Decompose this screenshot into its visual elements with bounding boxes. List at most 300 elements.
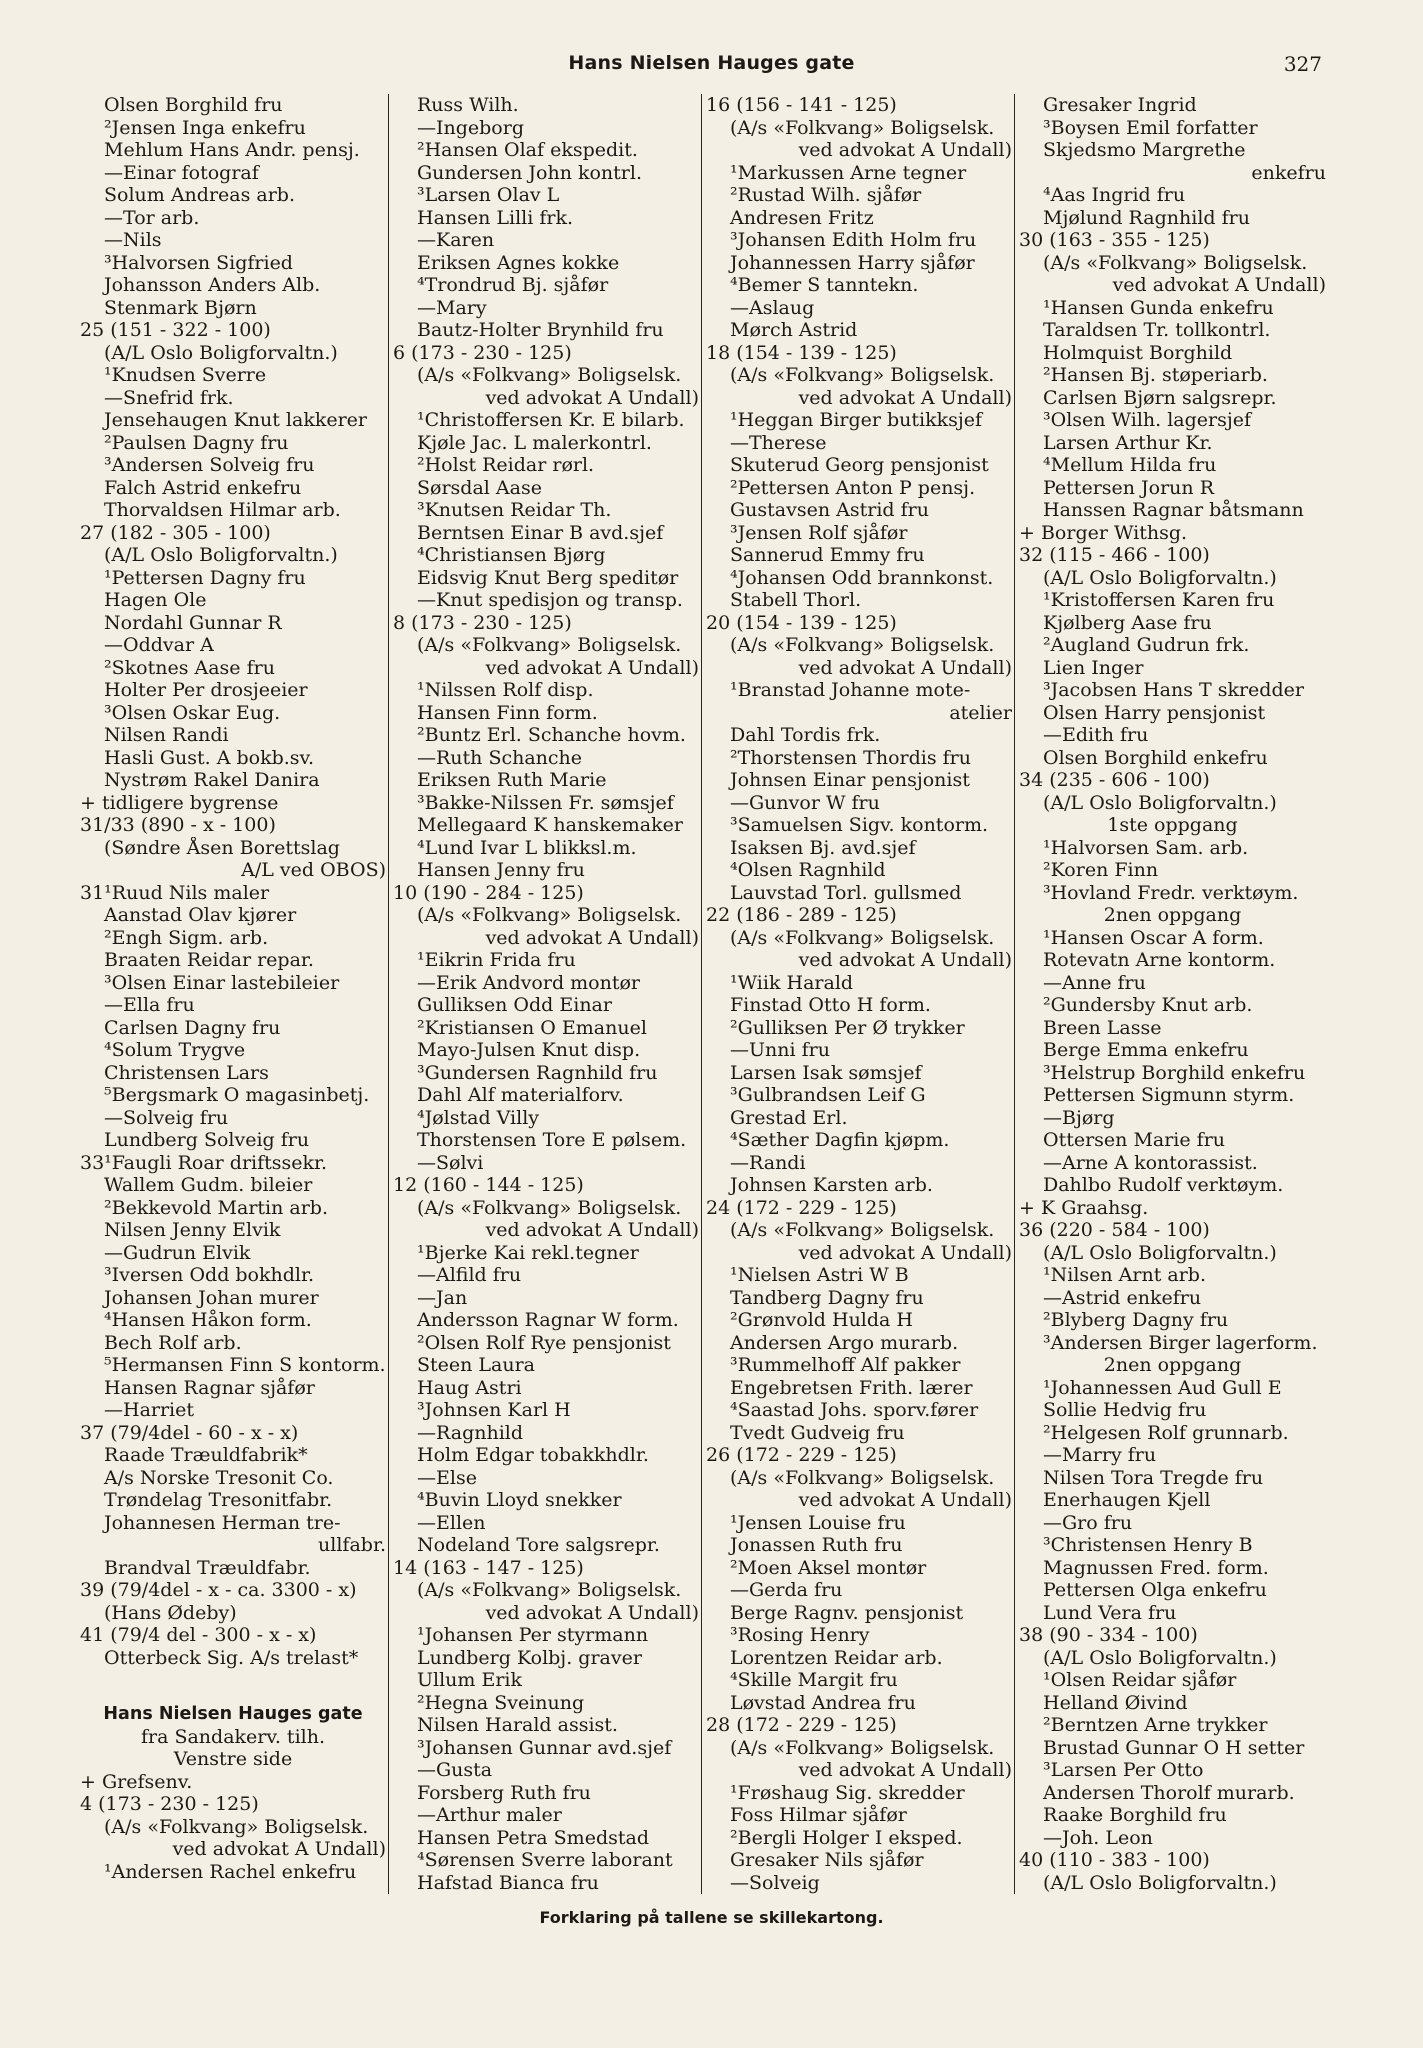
directory-entry: Pettersen Olga enkefru — [1043, 1579, 1267, 1601]
directory-entry: Lien Inger — [1043, 656, 1144, 679]
directory-entry: —Edith fru — [1043, 724, 1149, 746]
directory-entry: Raade Træuldfabrik* — [104, 1444, 308, 1466]
directory-entry: 41 (79/4 del - 300 - x - x) — [80, 1624, 317, 1646]
directory-entry: Enerhaugen Kjell — [1043, 1489, 1211, 1511]
directory-entry: (A/L Oslo Boligforvaltn.) — [1043, 566, 1277, 589]
directory-entry: ved advokat A Undall) — [798, 1241, 1012, 1264]
directory-entry: ¹Eikrin Frida fru — [417, 949, 576, 971]
directory-entry: Hanssen Ragnar båtsmann — [1043, 499, 1304, 521]
directory-entry: 1ste oppgang — [1107, 814, 1238, 836]
directory-entry: + Borger Withsg. — [1019, 521, 1188, 544]
street-heading: Hans Nielsen Hauges gate — [568, 52, 855, 74]
directory-entry: Løvstad Andrea fru — [730, 1691, 916, 1714]
directory-entry: ³Andersen Solveig fru — [104, 454, 315, 476]
directory-entry: —Mary — [417, 296, 487, 319]
directory-entry: Bech Rolf arb. — [104, 1331, 242, 1354]
directory-columns — [80, 94, 1326, 1894]
directory-entry: Andersson Ragnar W form. — [417, 1309, 679, 1331]
directory-entry: Steen Laura — [417, 1354, 536, 1376]
directory-entry: —Einar fotograf — [104, 161, 259, 184]
directory-entry: Tandberg Dagny fru — [730, 1286, 924, 1309]
directory-entry: Dahl Alf materialforv. — [417, 1084, 624, 1106]
directory-entry: 38 (90 - 334 - 100) — [1019, 1624, 1198, 1646]
directory-entry: ved advokat A Undall) — [798, 1759, 1012, 1781]
directory-entry: (A/s «Folkvang» Boligselsk. — [730, 1736, 995, 1759]
directory-entry: —Harriet — [104, 1399, 195, 1421]
directory-entry: (A/s «Folkvang» Boligselsk. — [417, 1579, 682, 1601]
directory-entry: ²Skotnes Aase fru — [104, 656, 275, 679]
directory-entry: Gundersen John kontrl. — [417, 161, 643, 184]
directory-entry: 31¹Ruud Nils maler — [80, 881, 270, 904]
directory-entry: Kjølberg Aase fru — [1043, 611, 1212, 634]
directory-entry: Nodeland Tore salgsrepr. — [417, 1534, 660, 1556]
directory-entry: ved advokat A Undall) — [485, 1219, 699, 1241]
directory-entry: —Alfild fru — [417, 1264, 522, 1286]
directory-entry: Stabell Thorl. — [730, 589, 862, 611]
directory-entry: Holmquist Borghild — [1043, 341, 1233, 364]
directory-entry: ²Bekkevold Martin arb. — [104, 1196, 329, 1219]
directory-entry: —Arne A kontorassist. — [1043, 1151, 1258, 1174]
directory-entry: Eriksen Agnes kokke — [417, 251, 620, 274]
directory-entry: —Erik Andvord montør — [417, 971, 641, 994]
directory-entry: (A/L Oslo Boligforvaltn.) — [1043, 791, 1277, 814]
directory-entry: ⁴Buvin Lloyd snekker — [417, 1489, 622, 1511]
directory-entry: Lundberg Kolbj. graver — [417, 1646, 642, 1669]
column-2 — [393, 94, 699, 1894]
directory-entry: Aanstad Olav kjører — [104, 904, 297, 926]
directory-entry: ⁴Trondrud Bj. sjåfør — [417, 274, 609, 296]
directory-entry: ¹Kristoffersen Karen fru — [1043, 589, 1275, 611]
directory-entry: Mellegaard K hanskemaker — [417, 814, 683, 836]
directory-entry: 26 (172 - 229 - 125) — [706, 1444, 897, 1466]
directory-entry: ²Bergli Holger I eksped. — [730, 1826, 963, 1849]
directory-entry: Sannerud Emmy fru — [730, 544, 925, 566]
directory-entry: ¹Hansen Oscar A form. — [1043, 926, 1264, 949]
directory-entry: Larsen Isak sømsjef — [730, 1061, 922, 1084]
directory-entry: ⁵Hermansen Finn S kontorm. — [104, 1354, 386, 1376]
directory-entry: Johansen Johan murer — [104, 1286, 319, 1309]
directory-entry: ved advokat A Undall) — [485, 926, 699, 949]
directory-entry: Wallem Gudm. bileier — [104, 1174, 313, 1196]
directory-entry: ²Kristiansen O Emanuel — [417, 1016, 647, 1039]
directory-entry: 4 (173 - 230 - 125) — [80, 1793, 259, 1815]
directory-entry: ²Pettersen Anton P pensj. — [730, 476, 976, 499]
directory-entry: —Sølvi — [417, 1151, 484, 1174]
directory-entry: ¹Hansen Gunda enkefru — [1043, 296, 1274, 319]
directory-entry: Holter Per drosjeeier — [104, 679, 308, 701]
directory-entry: ³Gundersen Ragnhild fru — [417, 1061, 658, 1084]
directory-entry: Eriksen Ruth Marie — [417, 769, 607, 791]
directory-entry: —Joh. Leon — [1043, 1826, 1153, 1849]
directory-entry: ved advokat A Undall) — [485, 386, 699, 409]
directory-entry: 25 (151 - 322 - 100) — [80, 319, 271, 341]
directory-entry: ³Samuelsen Sigv. kontorm. — [730, 814, 989, 836]
directory-entry: Johnsen Einar pensjonist — [730, 769, 970, 791]
directory-entry: ²Engh Sigm. arb. — [104, 926, 269, 949]
directory-entry: ⁴Jølstad Villy — [417, 1106, 540, 1129]
directory-entry: Haug Astri — [417, 1376, 522, 1399]
directory-entry: 30 (163 - 355 - 125) — [1019, 229, 1210, 251]
directory-entry: ²Hansen Bj. støperiarb. — [1043, 364, 1268, 386]
directory-entry: Brustad Gunnar O H setter — [1043, 1736, 1305, 1759]
directory-entry: ⁴Skille Margit fru — [730, 1669, 898, 1691]
directory-entry: (A/s «Folkvang» Boligselsk. — [417, 634, 682, 656]
directory-entry: 10 (190 - 284 - 125) — [393, 881, 584, 904]
directory-entry: Helland Øivind — [1043, 1691, 1188, 1714]
directory-entry: —Nils — [104, 229, 162, 251]
directory-entry: ³Knutsen Reidar Th. — [417, 499, 612, 521]
directory-entry: Solum Andreas arb. — [104, 184, 296, 206]
directory-entry: Hansen Ragnar sjåfør — [104, 1376, 315, 1399]
directory-entry: ³Jacobsen Hans T skredder — [1043, 679, 1304, 701]
directory-entry: Lorentzen Reidar arb. — [730, 1646, 943, 1669]
directory-entry: Tvedt Gudveig fru — [730, 1421, 905, 1444]
directory-entry: Nordahl Gunnar R — [104, 611, 282, 634]
directory-entry: 20 (154 - 139 - 125) — [706, 611, 897, 634]
directory-entry: ved advokat A Undall) — [485, 1601, 699, 1624]
directory-entry: + tidligere bygrense — [80, 791, 279, 814]
directory-entry: 36 (220 - 584 - 100) — [1019, 1219, 1210, 1241]
directory-entry: Gresaker Ingrid — [1043, 94, 1197, 116]
directory-entry: 33¹Faugli Roar driftssekr. — [80, 1151, 328, 1174]
directory-entry: ³Boysen Emil forfatter — [1043, 116, 1258, 139]
directory-entry: ³Bakke-Nilssen Fr. sømsjef — [417, 791, 674, 814]
directory-entry: ²Thorstensen Thordis fru — [730, 746, 971, 769]
directory-entry: Magnussen Fred. form. — [1043, 1556, 1269, 1579]
directory-entry: Olsen Borghild fru — [104, 94, 283, 116]
directory-entry: Forsberg Ruth fru — [417, 1781, 591, 1804]
directory-entry: Skuterud Georg pensjonist — [730, 454, 989, 476]
directory-entry: (A/s «Folkvang» Boligselsk. — [417, 904, 682, 926]
directory-entry: Falch Astrid enkefru — [104, 476, 302, 499]
directory-entry: (A/s «Folkvang» Boligselsk. — [417, 1196, 682, 1219]
directory-entry: —Marry fru — [1043, 1444, 1157, 1466]
directory-entry: —Gerda fru — [730, 1579, 843, 1601]
directory-entry: Isaksen Bj. avd.sjef — [730, 836, 916, 859]
directory-entry: ³Christensen Henry B — [1043, 1534, 1253, 1556]
directory-entry: —Ruth Schanche — [417, 746, 583, 769]
directory-entry: ²Gundersby Knut arb. — [1043, 994, 1253, 1016]
directory-entry: ¹Andersen Rachel enkefru — [104, 1860, 357, 1883]
directory-entry: ¹Frøshaug Sig. skredder — [730, 1781, 965, 1804]
directory-entry: Russ Wilh. — [417, 94, 519, 116]
directory-entry: ²Grønvold Hulda H — [730, 1309, 913, 1331]
directory-entry: Hafstad Bianca fru — [417, 1871, 599, 1894]
page-number: 327 — [1283, 52, 1322, 76]
directory-entry: ³Olsen Wilh. lagersjef — [1043, 409, 1252, 431]
directory-entry: Finstad Otto H form. — [730, 994, 931, 1016]
directory-entry: ¹Halvorsen Sam. arb. — [1043, 836, 1249, 859]
directory-entry: ³Johansen Edith Holm fru — [730, 229, 977, 251]
directory-entry: ⁴Hansen Håkon form. — [104, 1309, 312, 1331]
directory-entry: ¹Christoffersen Kr. E bilarb. — [417, 409, 685, 431]
directory-entry: ³Olsen Einar lastebileier — [104, 971, 340, 994]
directory-entry: (A/s «Folkvang» Boligselsk. — [730, 1219, 995, 1241]
directory-entry: Carlsen Dagny fru — [104, 1016, 281, 1039]
directory-entry: Mørch Astrid — [730, 319, 858, 341]
directory-entry: ³Gulbrandsen Leif G — [730, 1084, 926, 1106]
directory-entry: Nilsen Harald assist. — [417, 1714, 618, 1736]
directory-entry: Johnsen Karsten arb. — [730, 1174, 933, 1196]
directory-entry: ²Paulsen Dagny fru — [104, 431, 289, 454]
directory-entry: ¹Markussen Arne tegner — [730, 161, 967, 184]
directory-entry: ³Rosing Henry — [730, 1624, 870, 1646]
directory-entry: —Tor arb. — [104, 206, 200, 229]
directory-entry: ³Olsen Oskar Eug. — [104, 701, 281, 724]
directory-entry: Berntsen Einar B avd.sjef — [417, 521, 664, 544]
directory-entry: Venstre side — [173, 1748, 293, 1770]
directory-entry: Mehlum Hans Andr. pensj. — [104, 139, 360, 161]
directory-entry: (Hans Ødeby) — [104, 1601, 237, 1624]
directory-entry: Lund Vera fru — [1043, 1601, 1177, 1624]
directory-entry: 40 (110 - 383 - 100) — [1019, 1849, 1210, 1871]
directory-entry: (A/s «Folkvang» Boligselsk. — [1043, 251, 1308, 274]
directory-entry: (A/s «Folkvang» Boligselsk. — [104, 1815, 369, 1838]
directory-entry: Johansson Anders Alb. — [104, 274, 321, 296]
directory-entry: —Else — [417, 1466, 477, 1489]
directory-entry: 2nen oppgang — [1103, 904, 1242, 926]
directory-entry: ³Johnsen Karl H — [417, 1399, 571, 1421]
directory-entry: 39 (79/4del - x - ca. 3300 - x) — [80, 1579, 357, 1601]
directory-entry: + K Graahsg. — [1019, 1196, 1149, 1219]
directory-entry: Andresen Fritz — [730, 206, 874, 229]
spacer — [80, 1669, 386, 1703]
directory-entry: Jonassen Ruth fru — [730, 1534, 903, 1556]
directory-entry: 16 (156 - 141 - 125) — [706, 94, 897, 116]
directory-entry: ¹Branstad Johanne mote- — [730, 679, 971, 701]
directory-entry: ³Helstrup Borghild enkefru — [1043, 1061, 1306, 1084]
directory-entry: ¹Olsen Reidar sjåfør — [1043, 1669, 1237, 1691]
directory-entry: Engebretsen Frith. lærer — [730, 1376, 973, 1399]
directory-entry: —Jan — [417, 1286, 468, 1309]
directory-entry: ²Hegna Sveinung — [417, 1691, 585, 1714]
directory-entry: Hasli Gust. A bokb.sv. — [104, 746, 315, 769]
directory-entry: ⁴Lund Ivar L blikksl.m. — [417, 836, 637, 859]
directory-entry: Ottersen Marie fru — [1043, 1129, 1226, 1151]
directory-entry: ⁴Christiansen Bjørg — [417, 544, 606, 566]
directory-entry: Berge Ragnv. pensjonist — [730, 1601, 964, 1624]
directory-entry: ⁴Mellum Hilda fru — [1043, 454, 1217, 476]
directory-entry: (A/s «Folkvang» Boligselsk. — [730, 1466, 995, 1489]
directory-entry: ¹Johansen Per styrmann — [417, 1624, 649, 1646]
directory-entry: Christensen Lars — [104, 1061, 269, 1084]
directory-entry: ved advokat A Undall) — [1112, 274, 1326, 296]
directory-entry: + Grefsenv. — [80, 1770, 193, 1793]
directory-entry: ved advokat A Undall) — [798, 949, 1012, 971]
directory-entry: —Ellen — [417, 1511, 486, 1534]
directory-entry: Mjølund Ragnhild fru — [1043, 206, 1250, 229]
directory-entry: ¹Bjerke Kai rekl.tegner — [417, 1241, 639, 1264]
directory-entry: Foss Hilmar sjåfør — [730, 1804, 907, 1826]
directory-entry: ²Jensen Inga enkefru — [104, 116, 306, 139]
directory-entry: —Knut spedisjon og transp. — [417, 589, 683, 611]
directory-entry: Nilsen Jenny Elvik — [104, 1219, 281, 1241]
directory-entry: 32 (115 - 466 - 100) — [1019, 544, 1210, 566]
directory-entry: ⁴Olsen Ragnhild — [730, 859, 886, 881]
directory-entry: Hagen Ole — [104, 589, 207, 611]
directory-entry: enkefru — [1251, 161, 1326, 184]
directory-entry: ²Buntz Erl. Schanche hovm. — [417, 724, 686, 746]
directory-entry: ¹Wiik Harald — [730, 971, 854, 994]
directory-entry: ⁴Johansen Odd brannkonst. — [730, 566, 994, 589]
directory-entry: ⁴Bemer S tanntekn. — [730, 274, 919, 296]
directory-entry: Berge Emma enkefru — [1043, 1039, 1249, 1061]
directory-entry: 12 (160 - 144 - 125) — [393, 1174, 584, 1196]
directory-entry: Raake Borghild fru — [1043, 1804, 1227, 1826]
directory-entry: Hansen Lilli frk. — [417, 206, 574, 229]
directory-entry: 27 (182 - 305 - 100) — [80, 521, 271, 544]
directory-entry: Holm Edgar tobakkhdlr. — [417, 1444, 649, 1466]
directory-entry: Hansen Jenny fru — [417, 859, 585, 881]
directory-entry: Andersen Argo murarb. — [730, 1331, 959, 1354]
directory-entry: (A/s «Folkvang» Boligselsk. — [417, 364, 682, 386]
directory-entry: Gulliksen Odd Einar — [417, 994, 612, 1016]
directory-entry: Olsen Harry pensjonist — [1043, 701, 1266, 724]
directory-entry: ¹Johannessen Aud Gull E — [1043, 1376, 1282, 1399]
directory-entry: ³Larsen Per Otto — [1043, 1759, 1204, 1781]
directory-entry: ved advokat A Undall) — [798, 656, 1012, 679]
directory-entry: Jensehaugen Knut lakkerer — [104, 409, 368, 431]
directory-entry: 6 (173 - 230 - 125) — [393, 341, 572, 364]
directory-entry: ved advokat A Undall) — [485, 656, 699, 679]
directory-entry: ²Koren Finn — [1043, 859, 1159, 881]
column-1 — [80, 94, 386, 1894]
directory-entry: Dahl Tordis frk. — [730, 724, 881, 746]
directory-entry: —Aslaug — [730, 296, 815, 319]
directory-entry: ullfabr. — [318, 1534, 386, 1556]
directory-entry: (A/s «Folkvang» Boligselsk. — [730, 926, 995, 949]
directory-entry: Taraldsen Tr. tollkontrl. — [1043, 319, 1271, 341]
directory-entry: Nystrøm Rakel Danira — [104, 769, 320, 791]
directory-entry: ³Hovland Fredr. verktøym. — [1043, 881, 1299, 904]
directory-entry: Gustavsen Astrid fru — [730, 499, 929, 521]
directory-entry: —Unni fru — [730, 1039, 830, 1061]
directory-entry: Trøndelag Tresonitfabr. — [104, 1489, 333, 1511]
directory-entry: 18 (154 - 139 - 125) — [706, 341, 897, 364]
directory-entry: (Søndre Åsen Borettslag — [104, 836, 340, 859]
directory-entry: Skjedsmo Margrethe — [1043, 139, 1246, 161]
directory-entry: ²Holst Reidar rørl. — [417, 454, 595, 476]
directory-entry: Thorstensen Tore E pølsem. — [417, 1129, 687, 1151]
directory-entry: Mayo-Julsen Knut disp. — [417, 1039, 641, 1061]
directory-entry: Sørsdal Aase — [417, 476, 542, 499]
directory-entry: ²Hansen Olaf ekspedit. — [417, 139, 638, 161]
directory-entry: 22 (186 - 289 - 125) — [706, 904, 897, 926]
directory-entry: —Ella fru — [104, 994, 195, 1016]
directory-entry: (A/s «Folkvang» Boligselsk. — [730, 364, 995, 386]
directory-entry: —Astrid enkefru — [1043, 1286, 1202, 1309]
directory-entry: Hansen Petra Smedstad — [417, 1826, 649, 1849]
directory-entry: Sollie Hedvig fru — [1043, 1399, 1207, 1421]
directory-entry: (A/s «Folkvang» Boligselsk. — [730, 634, 995, 656]
footer-note: Forklaring på tallene se skillekartong. — [539, 1908, 884, 1927]
directory-entry: Thorvaldsen Hilmar arb. — [104, 499, 341, 521]
directory-entry: ¹Nielsen Astri W B — [730, 1264, 909, 1286]
directory-entry: Pettersen Jorun R — [1043, 476, 1214, 499]
directory-entry: ³Johansen Gunnar avd.sjef — [417, 1736, 672, 1759]
directory-entry: —Snefrid frk. — [104, 386, 234, 409]
directory-entry: 2nen oppgang — [1103, 1354, 1242, 1376]
directory-entry: 31/33 (890 - x - 100) — [80, 814, 276, 836]
column-4 — [1019, 94, 1326, 1894]
directory-entry: Brandval Træuldfabr. — [104, 1556, 311, 1579]
directory-entry: Dahlbo Rudolf verktøym. — [1043, 1174, 1284, 1196]
directory-entry: —Solveig — [730, 1871, 820, 1894]
directory-entry: Johannesen Herman tre- — [104, 1511, 341, 1534]
directory-entry: ²Berntzen Arne trykker — [1043, 1714, 1268, 1736]
directory-entry: 37 (79/4del - 60 - x - x) — [80, 1421, 299, 1444]
directory-entry: —Karen — [417, 229, 495, 251]
directory-entry: —Gunvor W fru — [730, 791, 880, 814]
directory-entry: ³Iversen Odd bokhdlr. — [104, 1264, 315, 1286]
directory-entry: Larsen Arthur Kr. — [1043, 431, 1213, 454]
directory-entry: ⁴Solum Trygve — [104, 1039, 246, 1061]
directory-entry: ved advokat A Undall) — [798, 1489, 1012, 1511]
directory-entry: —Gusta — [417, 1759, 493, 1781]
directory-entry: Nilsen Tora Tregde fru — [1043, 1466, 1264, 1489]
directory-entry: (A/L Oslo Boligforvaltn.) — [1043, 1646, 1277, 1669]
directory-entry: Ullum Erik — [417, 1669, 523, 1691]
directory-entry: ved advokat A Undall) — [172, 1838, 386, 1860]
directory-entry: —Bjørg — [1043, 1106, 1115, 1129]
directory-entry: ¹Jensen Louise fru — [730, 1511, 906, 1534]
directory-entry: ³Halvorsen Sigfried — [104, 251, 293, 274]
directory-entry: —Therese — [730, 431, 827, 454]
directory-entry: ²Moen Aksel montør — [730, 1556, 927, 1579]
directory-entry: 8 (173 - 230 - 125) — [393, 611, 572, 634]
directory-entry: —Gro fru — [1043, 1511, 1133, 1534]
directory-entry: (A/L Oslo Boligforvaltn.) — [104, 341, 338, 364]
directory-entry: ¹Pettersen Dagny fru — [104, 566, 306, 589]
directory-entry: ³Larsen Olav L — [417, 184, 560, 206]
page-header — [0, 52, 1423, 88]
directory-entry: Andersen Thorolf murarb. — [1043, 1781, 1295, 1804]
directory-entry: 28 (172 - 229 - 125) — [706, 1714, 897, 1736]
directory-entry: 14 (163 - 147 - 125) — [393, 1556, 584, 1579]
directory-entry: Olsen Borghild enkefru — [1043, 746, 1268, 769]
column-3 — [706, 94, 1012, 1894]
directory-entry: —Oddvar A — [104, 634, 214, 656]
directory-entry: ¹Knudsen Sverre — [104, 364, 267, 386]
directory-entry: (A/L Oslo Boligforvaltn.) — [1043, 1241, 1277, 1264]
directory-entry: Hansen Finn form. — [417, 701, 598, 724]
directory-entry: —Ragnhild — [417, 1421, 524, 1444]
directory-entry: Lundberg Solveig fru — [104, 1129, 310, 1151]
directory-entry: Johannessen Harry sjåfør — [730, 251, 975, 274]
directory-entry: A/L ved OBOS) — [241, 859, 386, 881]
directory-entry: Gresaker Nils sjåfør — [730, 1849, 924, 1871]
directory-entry: Nilsen Randi — [104, 724, 229, 746]
directory-entry: ⁴Saastad Johs. sporv.fører — [730, 1399, 979, 1421]
directory-entry: ³Jensen Rolf sjåfør — [730, 521, 908, 544]
directory-entry: —Gudrun Elvik — [104, 1241, 251, 1264]
directory-entry: 24 (172 - 229 - 125) — [706, 1196, 897, 1219]
directory-entry: ²Augland Gudrun frk. — [1043, 634, 1250, 656]
directory-entry: —Ingeborg — [417, 116, 524, 139]
directory-entry: (A/s «Folkvang» Boligselsk. — [730, 116, 995, 139]
directory-entry: —Anne fru — [1043, 971, 1146, 994]
directory-entry: Kjøle Jac. L malerkontrl. — [417, 431, 652, 454]
directory-entry: ¹Nilsen Arnt arb. — [1043, 1264, 1206, 1286]
directory-entry: —Randi — [730, 1151, 806, 1174]
directory-entry: ved advokat A Undall) — [798, 386, 1012, 409]
directory-entry: —Solveig fru — [104, 1106, 229, 1129]
directory-entry: Otterbeck Sig. A/s trelast* — [104, 1646, 359, 1669]
directory-entry: (A/L Oslo Boligforvaltn.) — [104, 544, 338, 566]
directory-entry: Breen Lasse — [1043, 1016, 1162, 1039]
directory-entry: fra Sandakerv. tilh. — [140, 1725, 326, 1748]
directory-entry: ¹Nilssen Rolf disp. — [417, 679, 594, 701]
